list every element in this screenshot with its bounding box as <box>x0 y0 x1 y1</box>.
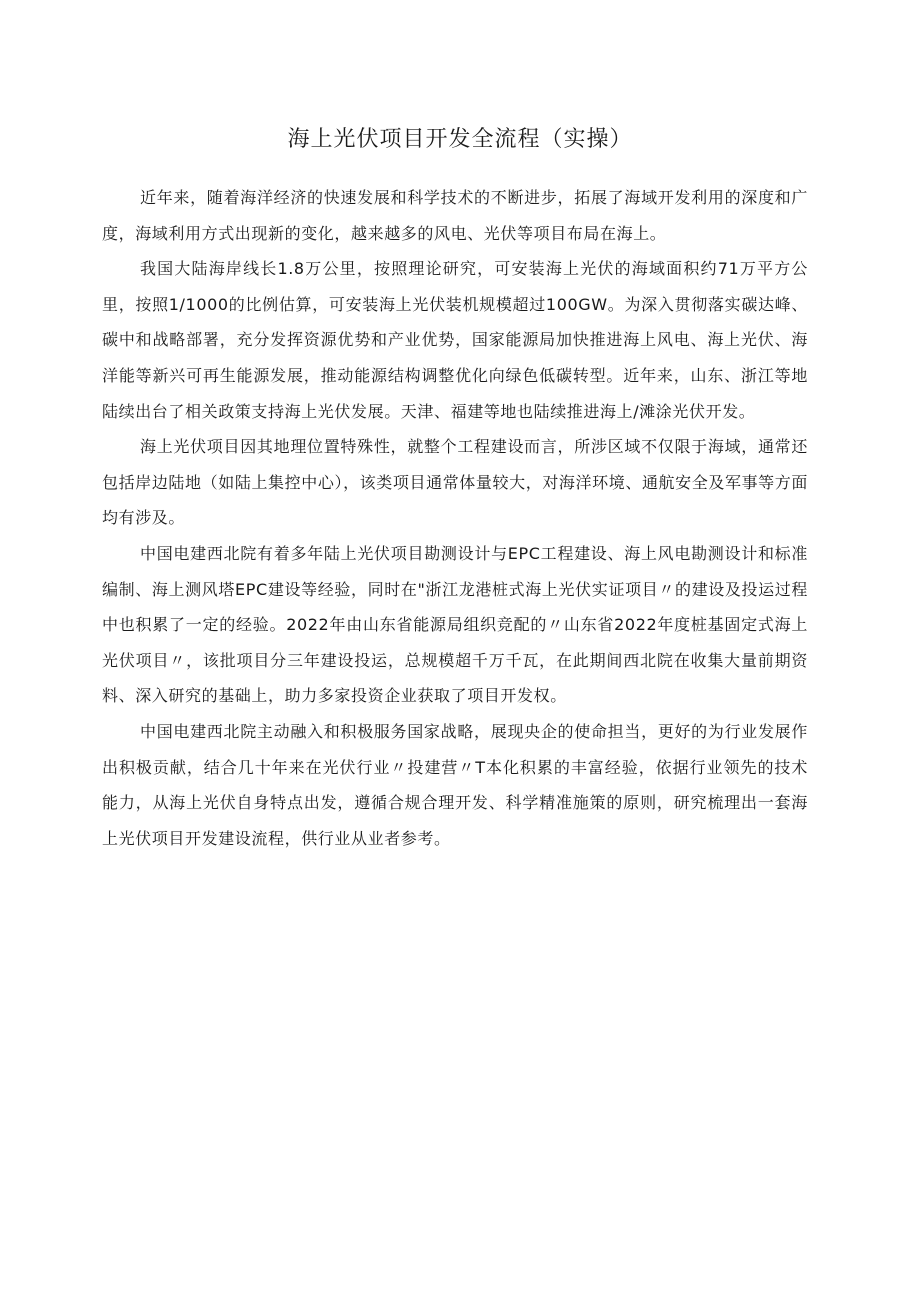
paragraph-development-process: 中国电建西北院主动融入和积极服务国家战略，展现央企的使命担当，更好的为行业发展作出积极贡献，结合几十年来在光伏行业〃投建营〃T本化积累的丰富经验，依据行业领先的技术能力，从海上光伏自身特点出发，遵循合规合理开发、科学精准施策的原则，研究梳理出一套海上光伏项目开发建设流程，供行业从业者参考。 <box>102 721 808 848</box>
paragraph-project-features: 海上光伏项目因其地理位置特殊性，就整个工程建设而言，所涉区域不仅限于海域，通常还包括岸边陆地（如陆上集控中心），该类项目通常体量较大，对海洋环境、通航安全及军事等方面均有涉及。 <box>102 437 808 528</box>
document-title: 海上光伏项目开发全流程（实操） <box>287 127 633 152</box>
paragraph-northwest-institute-experience: 中国电建西北院有着多年陆上光伏项目勘测设计与EPC工程建设、海上风电勘测设计和标准编制、海上测风塔EPC建设等经验，同时在"浙江龙港桩式海上光伏实证项目〃的建设及投运过程中也积累了一定的经验。2022年由山东省能源局组织竞配的〃山东省2022年度桩基固定式海上光伏项目〃，该批项目分三年建设投运，总规模超千万千瓦，在此期间西北院在收集大量前期资料、深入研究的基础上，助力多家投资企业获取了项目开发权。 <box>102 543 808 706</box>
paragraph-intro: 近年来，随着海洋经济的快速发展和科学技术的不断进步，拓展了海域开发利用的深度和广度，海域利用方式出现新的变化，越来越多的风电、光伏等项目布局在海上。 <box>102 188 808 243</box>
document-body <box>102 180 808 856</box>
paragraph-coastline: 我国大陆海岸线长1.8万公里，按照理论研究，可安装海上光伏的海域面积约71万平方公里，按照1/1000的比例估算，可安装海上光伏装机规模超过100GW。为深入贯彻落实碳达峰、碳中和战略部署，充分发挥资源优势和产业优势，国家能源局加快推进海上风电、海上光伏、海洋能等新兴可再生能源发展，推动能源结构调整优化向绿色低碳转型。近年来，山东、浙江等地陆续出台了相关政策支持海上光伏发展。天津、福建等地也陆续推进海上/滩涂光伏开发。 <box>102 259 808 421</box>
